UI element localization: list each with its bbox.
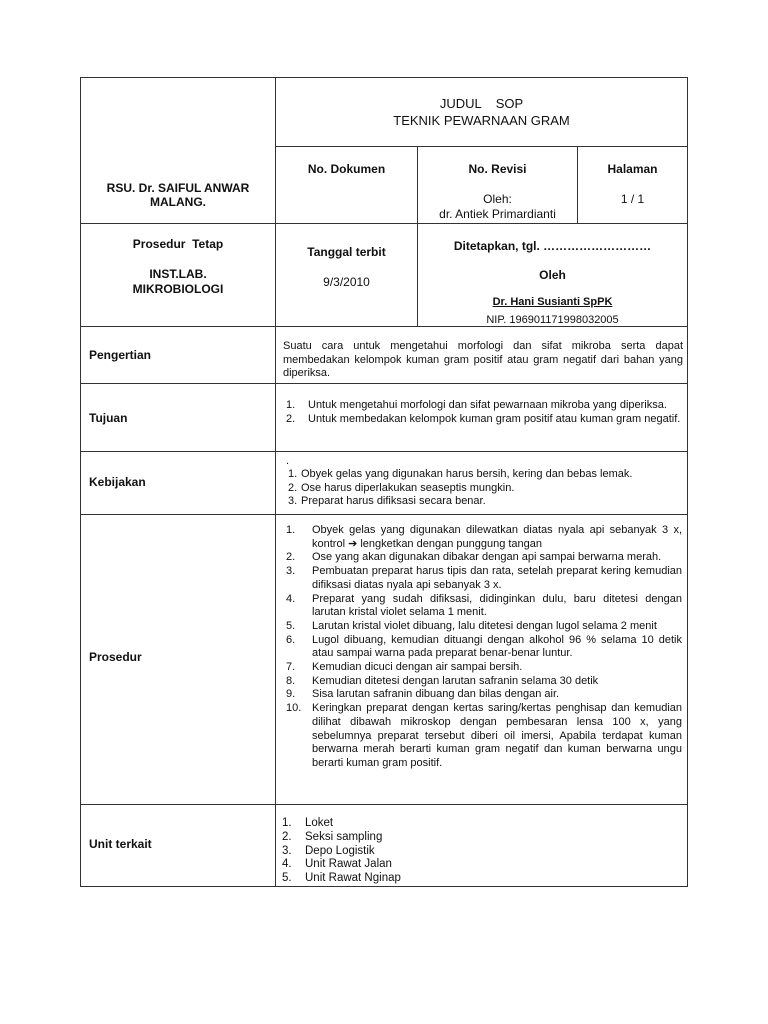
kebijakan-dot: . [286,455,290,467]
revisi-oleh-name: dr. Antiek Primardianti [439,207,556,221]
list-item: 2. Ose yang akan digunakan dibakar dengan api sampai berwarna merah. [286,551,662,564]
list-item: 3. Preparat harus difiksasi secara benar. [288,495,486,508]
tujuan-label: Tujuan [89,411,128,425]
list-item: 4. Unit Rawat Jalan [282,858,392,871]
no-dokumen-cell [275,146,418,224]
signer-name: Dr. Hani Susianti SpPK [492,296,613,308]
title-line2: TEKNIK PEWARNAAN GRAM [393,113,570,128]
list-item: 1. Obyek gelas yang digunakan harus bersih, kering dan bebas lemak. [288,468,633,480]
signer-nip: NIP. 196901171998032005 [486,314,619,326]
no-dokumen-label: No. Dokumen [307,162,386,176]
list-item: 4. Preparat yang sudah difiksasi, didinginkan dulu, baru ditetesi dengan larutan kristal violet selama 1 menit. [286,592,682,619]
revisi-oleh-label: Oleh: [483,192,512,206]
list-item: 5. Unit Rawat Nginap [282,872,401,885]
list-item: 2. Seksi sampling [282,830,383,843]
list-item: 6. Lugol dibuang, kemudian dituangi dengan alkohol 96 % selama 10 detik atau sampai warna pada preparat benar-benar luntur. [286,633,682,660]
kebijakan-list [286,468,682,509]
list-item: 3. Depo Logistik [282,844,375,857]
pengertian-text: Suatu cara untuk mengetahui morfologi dan sifat mikroba serta dapat membedakan kelompok kuman gram positif atau gram negatif dari bahan yang diperiksa. [283,340,683,380]
list-item: 10. Keringkan preparat dengan kertas saring/kertas penghisap dan kemudian dilihat dibawah mikroskop dengan pembesaran lensa 100 x, yang sebelumnya preparat tersebut diberi oil imersi, Apabila terdapat kuman berwarna merah berarti kuman gram negatif dan kuman berwarna ungu berarti kuman gram positif. [286,702,682,769]
tanggal-terbit-value: 9/3/2010 [323,275,370,289]
list-item: 1. Obyek gelas yang digunakan dilewatkan diatas nyala api sebanyak 3 x, kontrol ➔ lengketkan dengan punggung tangan [286,524,682,550]
kebijakan-label: Kebijakan [89,475,146,489]
oleh-label: Oleh [539,268,566,282]
list-item: 5. Larutan kristal violet dibuang, lalu ditetesi dengan lugol selama 2 menit [286,619,657,632]
ditetapkan-label: Ditetapkan, tgl. ……………………… [453,239,652,253]
title-cell [275,77,688,147]
prosedur-label: Prosedur [89,650,142,664]
prosedur-list [286,524,682,771]
unit-line1: INST.LAB. [149,267,207,281]
halaman-value: 1 / 1 [620,192,645,206]
list-item: 2. Ose harus diperlakukan seaseptis mungkin. [288,481,515,494]
halaman-label: Halaman [607,162,658,176]
unit-line2: MIKROBIOLOGI [132,282,224,296]
tujuan-list [286,399,682,426]
list-item: 2. Untuk membedakan kelompok kuman gram positif atau kuman gram negatif. [286,412,681,425]
prosedur-tetap-label: Prosedur Tetap [132,237,224,251]
list-item: 7. Kemudian dicuci dengan air sampai bersih. [286,661,523,674]
list-item: 9. Sisa larutan safranin dibuang dan bilas dengan air. [286,688,560,701]
tanggal-terbit-label: Tanggal terbit [307,245,386,259]
no-revisi-label: No. Revisi [468,162,527,176]
list-item: 1. Untuk mengetahui morfologi dan sifat pewarnaan mikroba yang diperiksa. [286,399,667,411]
unit-terkait-list [282,817,678,886]
title-line1: JUDUL SOP [439,96,524,111]
unit-terkait-label: Unit terkait [89,837,152,851]
list-item: 8. Kemudian ditetesi dengan larutan safranin selama 30 detik [286,674,599,687]
list-item: 1. Loket [282,817,334,829]
institution-name: RSU. Dr. SAIFUL ANWAR MALANG. [106,181,250,209]
sop-document [80,77,688,887]
pengertian-label: Pengertian [89,348,152,362]
list-item: 3. Pembuatan preparat harus tipis dan rata, setelah preparat kering kemudian difiksasi diatas nyala api sebanyak 3 x. [286,565,682,591]
halaman-cell [577,146,688,224]
